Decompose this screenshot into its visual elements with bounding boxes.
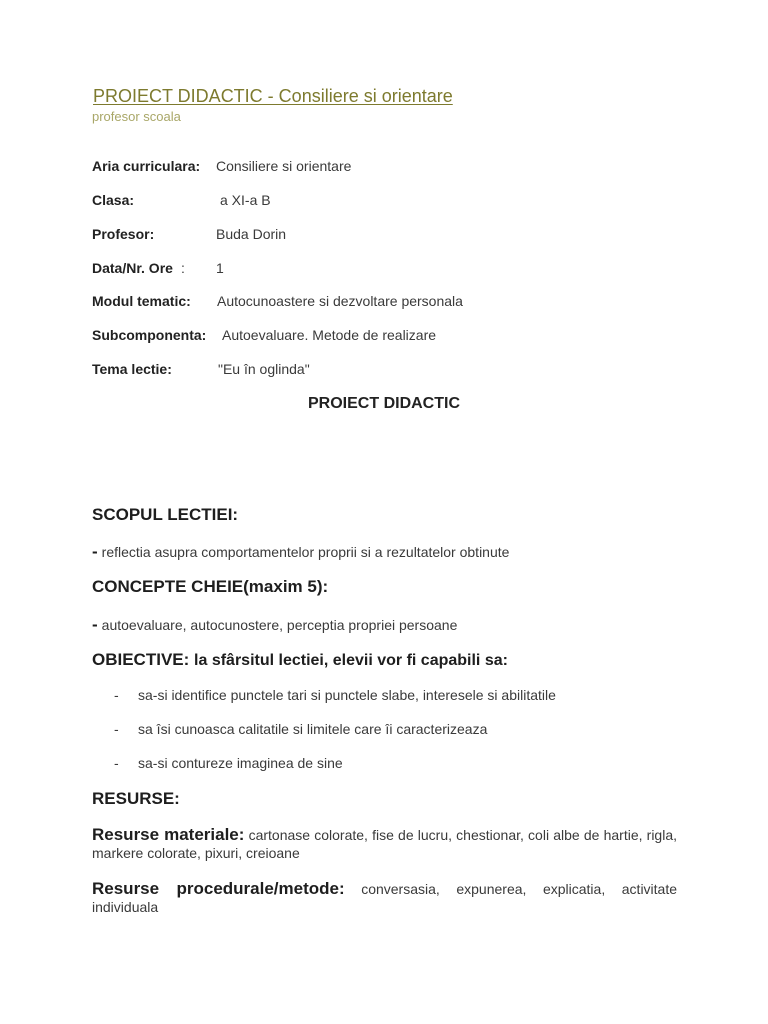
- list-item-text: sa-si identifice punctele tari si punctele slabe, interesele si abilitatile: [138, 687, 556, 703]
- document-subtitle: profesor scoala: [92, 109, 181, 124]
- list-bullet: -: [114, 721, 119, 737]
- obiective-heading: [92, 650, 508, 670]
- meta-label: Aria curriculara:: [92, 158, 201, 174]
- concepte-heading: CONCEPTE CHEIE(maxim 5):: [92, 577, 329, 596]
- resurse-materiale-text: cartonase colorate, fise de lucru, chestionar, coli albe de hartie, rigla, markere colorate, pixuri, creioane: [92, 827, 678, 861]
- meta-label: Data/Nr. Ore: [92, 260, 173, 276]
- resurse-heading: RESURSE:: [92, 789, 180, 808]
- meta-value: "Eu în oglinda": [218, 361, 310, 377]
- meta-value: Autocunoastere si dezvoltare personala: [217, 293, 463, 309]
- resurse-procedurale-lead: Resurse procedurale/metode:: [92, 879, 345, 898]
- list-item-text: sa-si contureze imaginea de sine: [138, 755, 343, 771]
- center-heading: PROIECT DIDACTIC: [308, 395, 460, 412]
- dash-marker: -: [92, 542, 98, 561]
- meta-value: a XI-a B: [220, 192, 271, 208]
- meta-value: 1: [216, 260, 224, 276]
- meta-label: Subcomponenta:: [92, 327, 207, 343]
- list-bullet: -: [114, 755, 119, 771]
- meta-value: Autoevaluare. Metode de realizare: [222, 327, 437, 343]
- meta-value: Consiliere si orientare: [216, 158, 352, 174]
- resurse-materiale-lead: Resurse materiale:: [92, 825, 245, 844]
- meta-label: Profesor:: [92, 226, 155, 242]
- obiective-heading-bold: OBIECTIVE:: [92, 650, 190, 669]
- meta-label: Clasa:: [92, 192, 135, 208]
- obiective-heading-rest: la sfârsitul lectiei, elevii vor fi capabili sa:: [194, 652, 508, 669]
- meta-colon: :: [181, 260, 185, 276]
- meta-label: Modul tematic:: [92, 293, 191, 309]
- meta-label: Tema lectie:: [92, 361, 172, 377]
- resurse-materiale: [92, 826, 677, 862]
- resurse-procedurale: [92, 880, 677, 916]
- scop-text: reflectia asupra comportamentelor proprii si a rezultatelor obtinute: [101, 544, 510, 560]
- dash-marker: -: [92, 615, 98, 634]
- concepte-line: [92, 615, 457, 635]
- concepte-text: autoevaluare, autocunostere, perceptia propriei persoane: [101, 617, 458, 633]
- resurse-procedurale-text: conversasia, expunerea, explicatia, activitate individuala: [92, 881, 678, 915]
- scop-heading: SCOPUL LECTIEI:: [92, 505, 239, 524]
- meta-value: Buda Dorin: [216, 226, 287, 242]
- list-item-text: sa îsi cunoasca calitatile si limitele care îi caracterizeaza: [138, 721, 488, 737]
- document-title[interactable]: PROIECT DIDACTIC - Consiliere si orientare: [93, 86, 453, 106]
- scop-line: [92, 542, 509, 562]
- list-bullet: -: [114, 687, 119, 703]
